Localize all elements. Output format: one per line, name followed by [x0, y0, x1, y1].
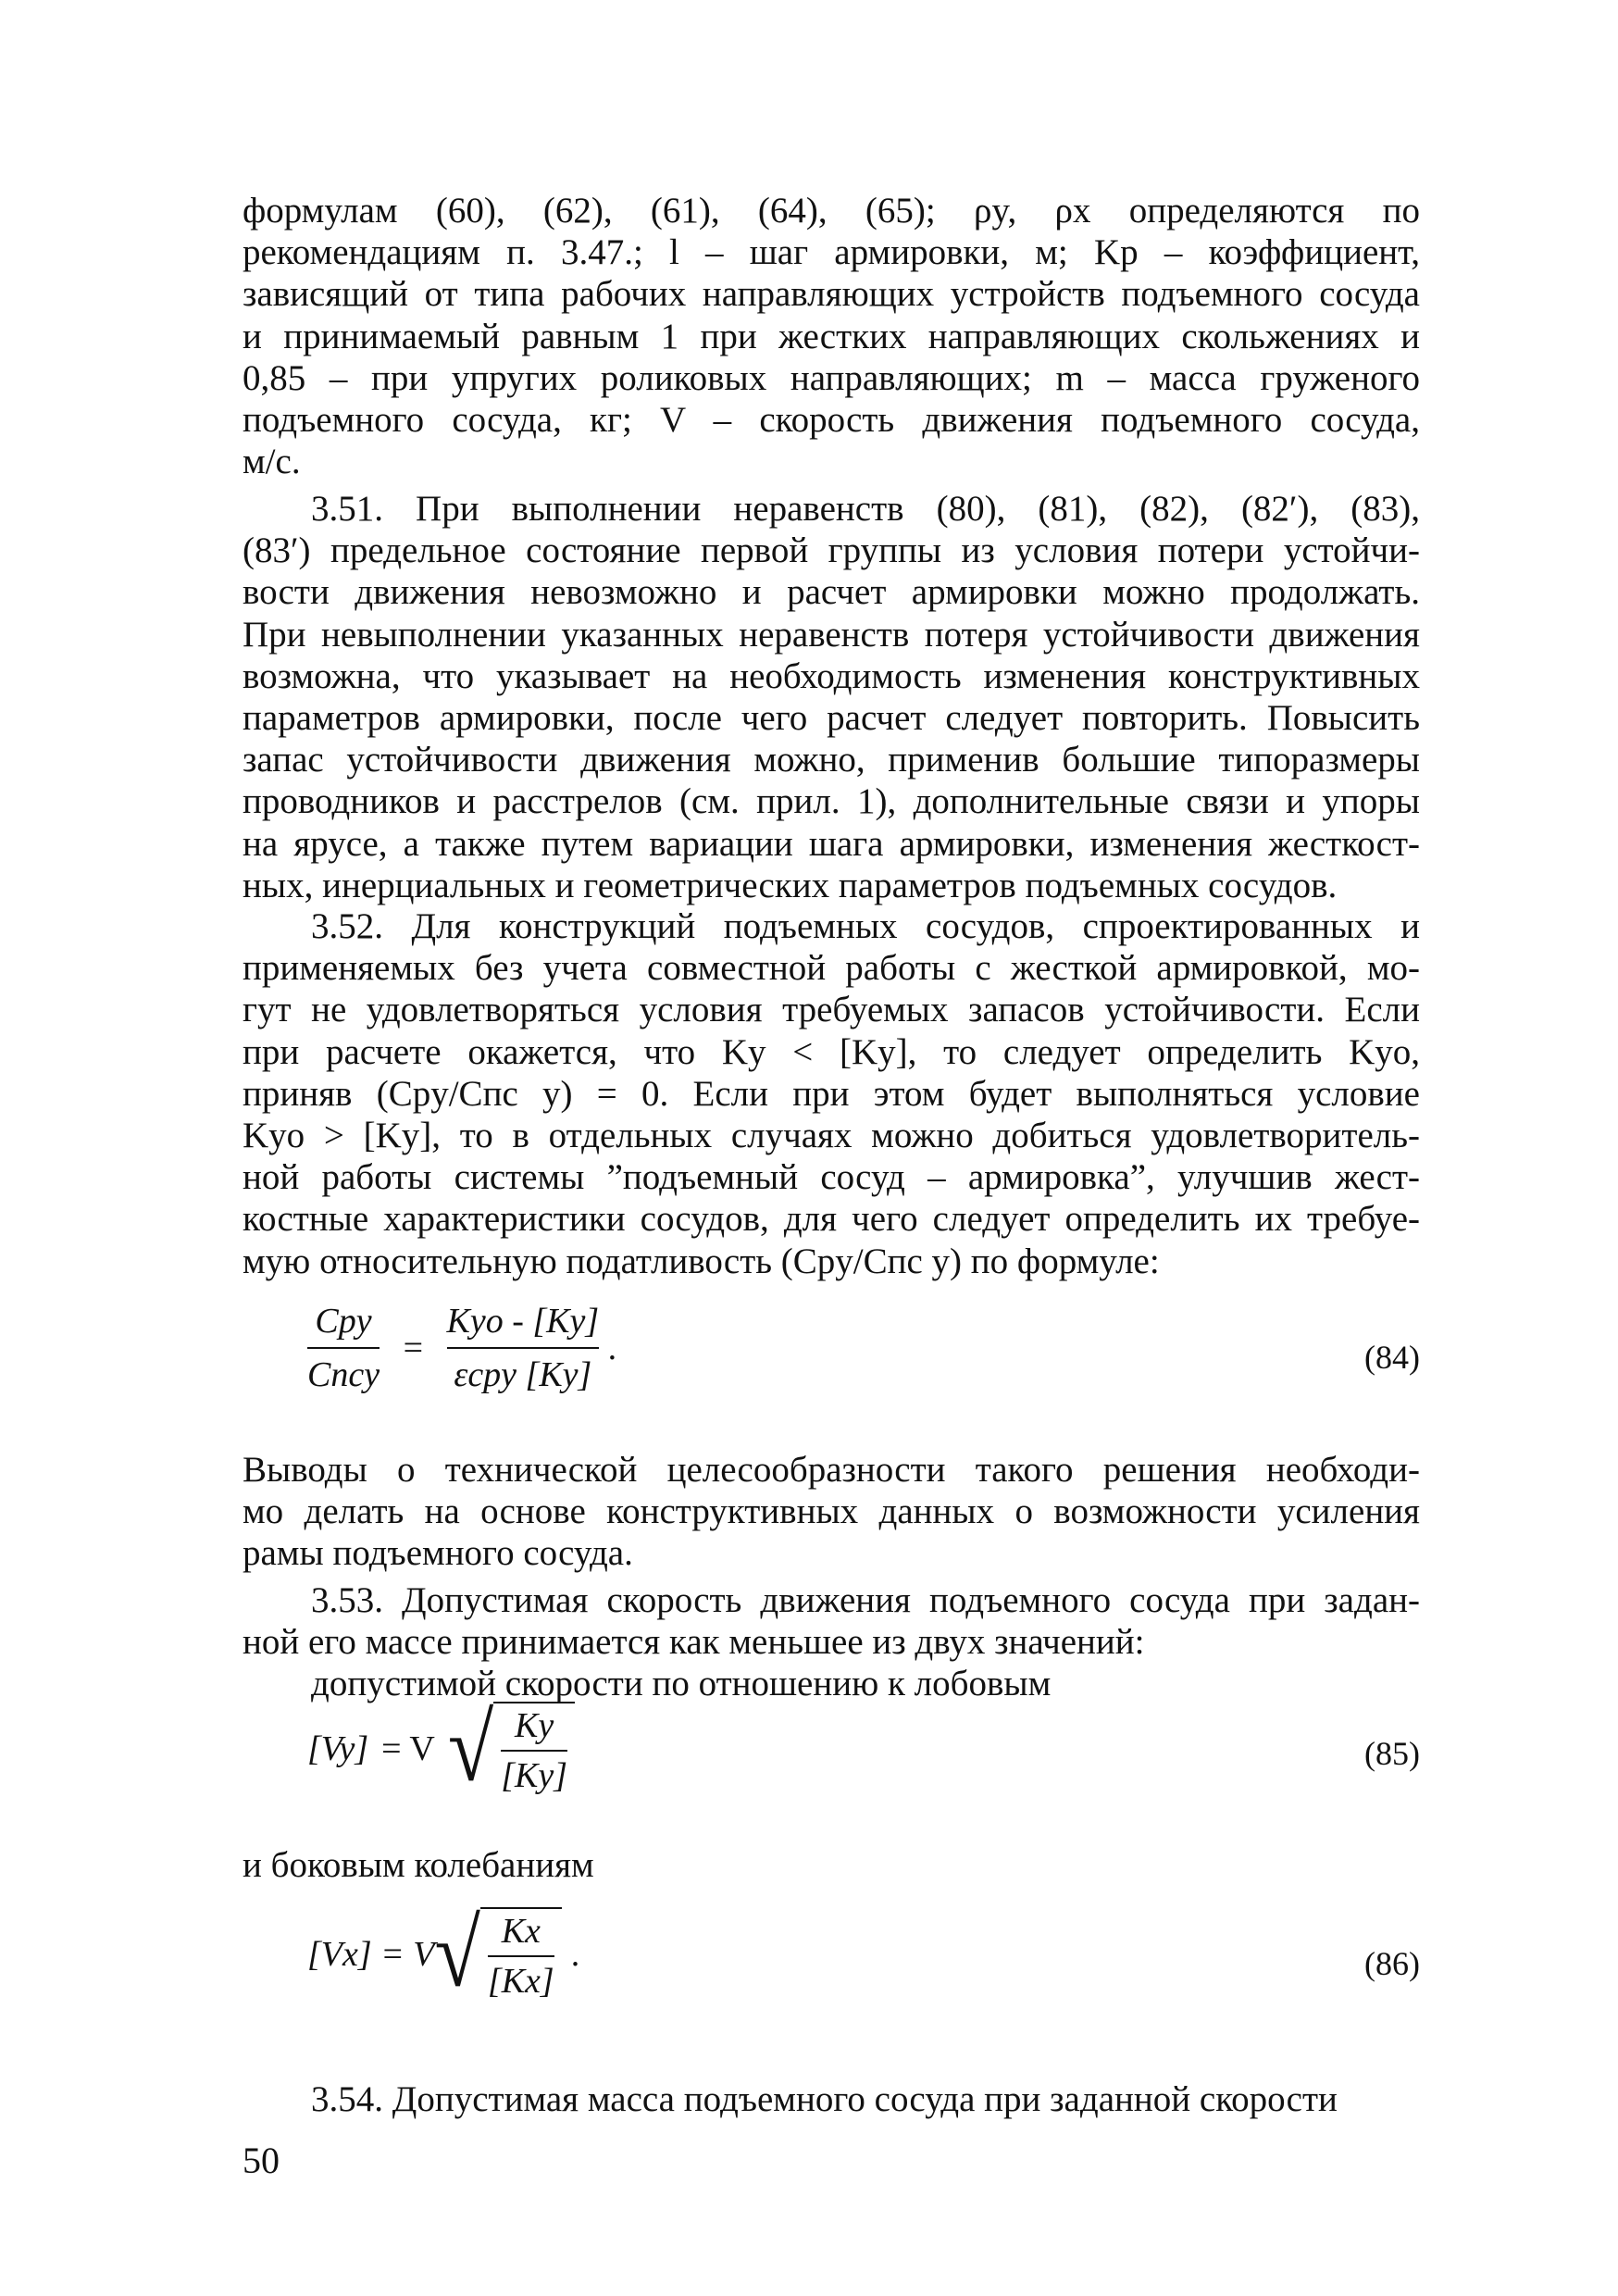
- eq85-sqrt: [447, 1695, 575, 1802]
- eq86-numerator: Kx: [501, 1912, 541, 1951]
- text-line: рекомендациям п. 3.47.; l – шаг армировки, м; Kp – коэффициент,: [243, 232, 1420, 273]
- text-line: рамы подъемного сосуда.: [243, 1533, 633, 1574]
- text-line: мо делать на основе конструктивных данных о возможности усиления: [243, 1491, 1420, 1532]
- text-line: формулам (60), (62), (61), (64), (65); ρy, ρx определяются по: [243, 191, 1420, 231]
- text-line: Выводы о технической целесообразности такого решения необходи-: [243, 1450, 1420, 1490]
- page-number: 50: [243, 2140, 280, 2181]
- text-line: 3.52. Для конструкций подъемных сосудов, спроектированных и: [311, 906, 1420, 946]
- paragraph-3-53: [243, 1579, 1420, 1663]
- equation-84: $\frac{\text{Cpy}}{\text{Cпсy}}$ = $\frac{\text{Kyo - [Ky]}}{\text{εcpy [Ky]}}$ . (84): [307, 1302, 1420, 1394]
- equation-85: [243, 1695, 1420, 1841]
- eq84-lhs-numerator: Cpy: [315, 1302, 372, 1341]
- text-line: м/с.: [243, 442, 301, 482]
- eq85-equals: = V: [381, 1729, 435, 1768]
- text-line: и принимаемый равным 1 при жестких направляющих скольжениях и: [243, 316, 1420, 356]
- text-line: мую относительную податливость (Cpy/Cпс y) по формуле:: [243, 1241, 1160, 1281]
- text-line: костные характеристики сосудов, для чего следует определить их требуе-: [243, 1199, 1420, 1240]
- text-line: при расчете окажется, что Ky < [Ky], то следует определить Kyo,: [243, 1031, 1420, 1072]
- paragraph-3-54: [243, 2078, 1420, 2120]
- text-line: Kyo > [Ky], то в отдельных случаях можно добиться удовлетворитель-: [243, 1116, 1420, 1156]
- text-line: зависящий от типа рабочих направляющих устройств подъемного сосуда: [243, 274, 1420, 315]
- text-line: на ярусе, а также путем вариации шага армировки, изменения жесткост-: [243, 823, 1420, 864]
- text-line: При невыполнении указанных неравенств потеря устойчивости движения: [243, 614, 1420, 655]
- eq85-lhs: [Vy]: [307, 1729, 369, 1768]
- eq84-number: (84): [1364, 1339, 1420, 1376]
- eq86-number: (86): [1364, 1945, 1420, 1982]
- paragraph-3-52: [243, 905, 1420, 1282]
- text-line: гут не удовлетворяться условия требуемых запасов устойчивости. Если: [243, 990, 1420, 1030]
- text-line: параметров армировки, после чего расчет следует повторить. Повысить: [243, 698, 1420, 739]
- text-line: приняв (Cpy/Cпс y) = 0. Если при этом будет выполняться условие: [243, 1073, 1420, 1114]
- eq84-rhs-fraction: [447, 1301, 600, 1395]
- text-line: 3.51. При выполнении неравенств (80), (81), (82), (82′), (83),: [311, 489, 1420, 529]
- text-line: 0,85 – при упругих роликовых направляющих; m – масса груженого: [243, 357, 1420, 398]
- text-line: 3.53. Допустимая скорость движения подъемного сосуда при задан-: [311, 1580, 1420, 1620]
- paragraph-3-51: [243, 488, 1420, 906]
- eq85-denominator: [Ky]: [501, 1756, 568, 1795]
- text-line: ной работы системы ”подъемный сосуд – армировка”, улучшив жест-: [243, 1157, 1420, 1198]
- equation-86: [Vx] = V √ Kx [Kx] . (86): [307, 1901, 1420, 2007]
- eq86-lead-text: [243, 1844, 1420, 1886]
- text-line: подъемного сосуда, кг; V – скорость движения подъемного сосуда,: [243, 400, 1420, 441]
- text-line: вости движения невозможно и расчет армировки можно продолжать.: [243, 572, 1420, 613]
- eq86-lead-label: и боковым колебаниям: [243, 1845, 594, 1885]
- eq84-lhs-fraction: [307, 1301, 380, 1395]
- paragraph-continued: [243, 190, 1420, 482]
- eq86-lhs: [Vx] = V: [307, 1935, 435, 1974]
- text-line: возможна, что указывает на необходимость изменения конструктивных: [243, 655, 1420, 696]
- paragraph-3-54-line: 3.54. Допустимая масса подъемного сосуда при заданной скорости: [311, 2079, 1338, 2119]
- eq86-denominator: [Kx]: [487, 1962, 554, 2001]
- paragraph-conclusion: [243, 1449, 1420, 1575]
- eq84-rhs-numerator: Kyo - [Ky]: [446, 1302, 600, 1341]
- eq86-sqrt: [434, 1901, 562, 2007]
- text-line: запас устойчивости движения можно, применив большие типоразмеры: [243, 740, 1420, 780]
- sqrt-icon: √: [434, 1901, 480, 2007]
- sqrt-icon: √: [447, 1695, 494, 1802]
- text-line: проводников и расстрелов (см. прил. 1), дополнительные связи и упоры: [243, 781, 1420, 822]
- text-line: ных, инерциальных и геометрических параметров подъемных сосудов.: [243, 865, 1338, 905]
- eq84-rhs-denominator: εcpy [Ky]: [454, 1355, 592, 1394]
- eq85-lead-label: допустимой скорости по отношению к лобовым: [311, 1664, 1052, 1703]
- text-line: применяемых без учета совместной работы с жесткой армировкой, мо-: [243, 948, 1420, 989]
- eq84-lhs-denominator: Cпсy: [307, 1355, 380, 1394]
- eq85-number: (85): [1364, 1735, 1420, 1772]
- eq85-numerator: Ky: [515, 1706, 554, 1745]
- text-line: ной его массе принимается как меньшее из двух значений:: [243, 1622, 1145, 1663]
- text-line: (83′) предельное состояние первой группы из условия потери устойчи-: [243, 530, 1420, 571]
